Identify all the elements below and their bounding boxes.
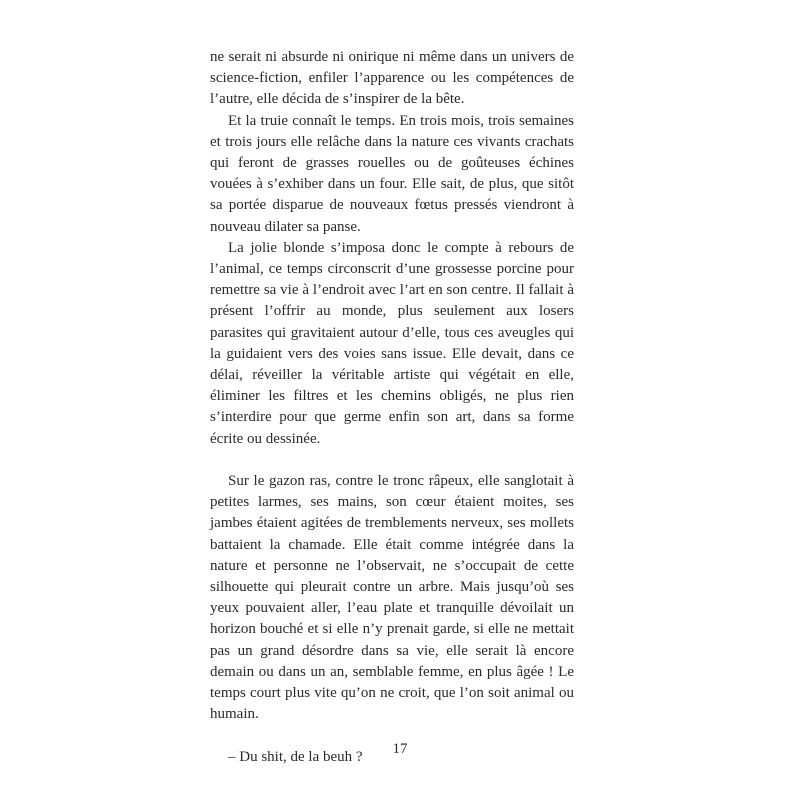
page-number: 17 <box>392 741 408 757</box>
section-break <box>210 450 574 471</box>
paragraph-continuation: ne serait ni absurde ni onirique ni même dans un univers de science-fiction, enfiler l’apparence ou les compétences de l’autre, elle décida de s’inspirer de la bête. <box>210 49 574 108</box>
dialogue-line: – Du shit, de la beuh ? <box>228 748 363 765</box>
paragraph-truie: Et la truie connaît le temps. En trois mois, trois semaines et trois jours elle relâche dans la nature ces vivants crachats qui feront de grasses rouelles ou de goûteuses échines vouées à s’exhiber dans un four. Elle sait, de plus, que sitôt sa portée disparue de nouveaux fœtus pressés viendront à nouveau dilater sa panse. <box>210 112 574 235</box>
page-body <box>210 47 574 768</box>
paragraph-gazon: Sur le gazon ras, contre le tronc râpeux, elle sanglotait à petites larmes, ses mains, son cœur étaient moites, ses jambes étaient agitées de tremblements nerveux, ses mollets battaient la chamade. Elle était comme intégrée dans la nature et personne ne l’observait, ne s’occupait de cette silhouette qui pleurait contre un arbre. Mais jusqu’où ses yeux pouvaient aller, l’eau plate et tranquille dévoilait un horizon bouché et si elle n’y prenait garde, si elle ne mettait pas un grand désordre dans sa vie, elle serait là encore demain ou dans un an, semblable femme, en plus âgée ! Le temps court plus vite qu’on ne croit, que l’on soit animal ou humain. <box>210 473 574 723</box>
paragraph-jolie-blonde: La jolie blonde s’imposa donc le compte à rebours de l’animal, ce temps circonscrit d’une grossesse porcine pour remettre sa vie à l’endroit avec l’art en son centre. Il fallait à présent l’offrir au monde, plus seulement aux losers parasites qui gravitaient autour d’elle, tous ces aveugles qui la guidaient vers des voies sans issue. Elle devait, dans ce délai, réveiller la véritable artiste qui végétait en elle, éliminer les filtres et les chemins obligés, ne plus rien s’interdire pour que germe enfin son art, dans sa forme écrite ou dessinée. <box>210 239 574 447</box>
